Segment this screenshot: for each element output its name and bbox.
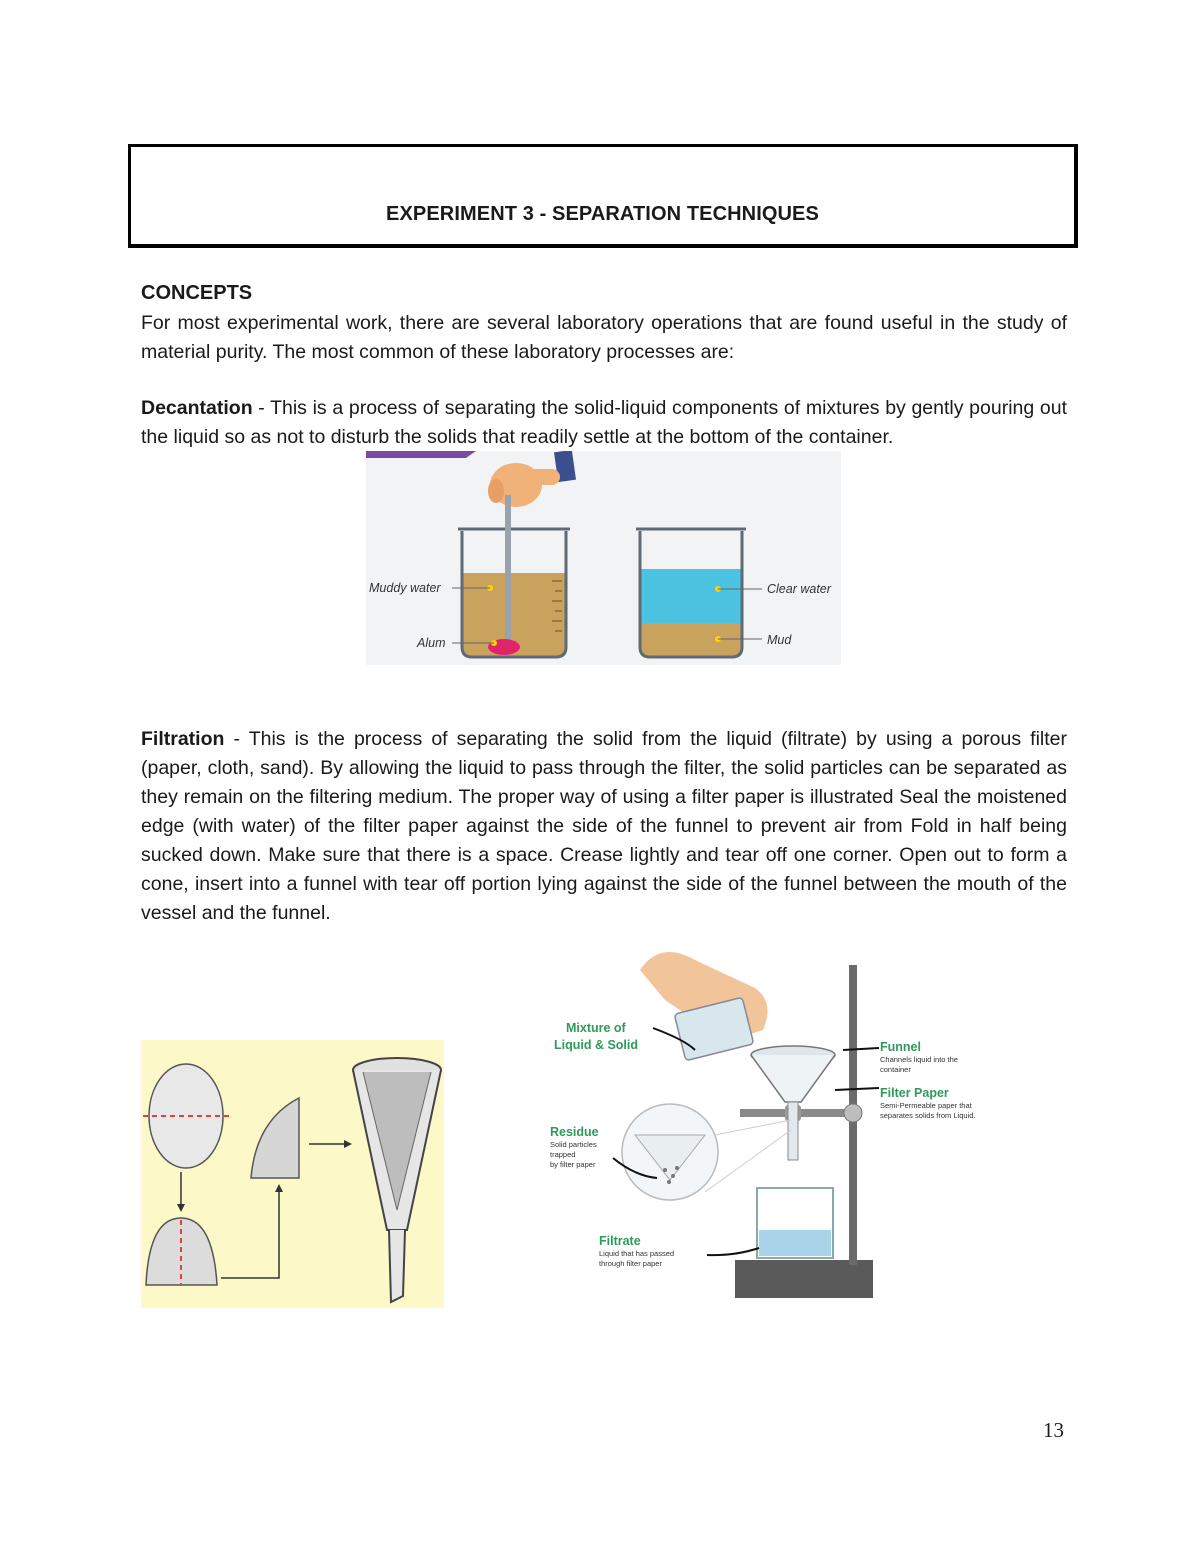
filtration-text: - This is the process of separating the solid from the liquid (filtrate) by using a porous filter (paper, cloth, sand). By allowing the liquid to pass through the filter, the solid particles can be separated as they remain on the filtering medium. The proper way of using a filter paper is illustrated Seal the moistened edge (with water) of the filter paper against the side of the funnel to prevent air from Fold in half being sucked down. Make sure that there is a space. Crease lightly and tear off one corner. Open out to form a cone, insert into a funnel with tear off portion lying against the side of the funnel between the mouth of the vessel and the funnel. [141, 728, 1067, 924]
mud-layer [640, 623, 742, 657]
label-residue-desc: Solid particles [550, 1140, 597, 1149]
label-alum: Alum [417, 636, 446, 650]
concepts-heading: CONCEPTS [141, 282, 253, 304]
label-filter-paper: Filter Paper [880, 1086, 949, 1100]
decantation-term: Decantation [141, 397, 253, 419]
label-muddy-water: Muddy water [369, 581, 441, 595]
concepts-intro: For most experimental work, there are several laboratory operations that are found useful in the study of material purity. The most common of these laboratory processes are: [141, 312, 1067, 363]
label-funnel-desc: Channels liquid into the [880, 1055, 958, 1064]
decantation-figure [366, 451, 841, 665]
label-funnel-desc-2: container [880, 1065, 911, 1074]
label-filtrate: Filtrate [599, 1234, 641, 1248]
page-number: 13 [1043, 1418, 1064, 1442]
filter-folding-figure [141, 1040, 444, 1308]
label-residue: Residue [550, 1125, 599, 1139]
filtration-term: Filtration [141, 728, 225, 750]
label-filtrate-desc-2: through filter paper [599, 1259, 662, 1268]
filtration-paragraph [141, 725, 1067, 928]
label-filtrate-desc: Liquid that has passed [599, 1249, 675, 1258]
label-mixture-2: Liquid & Solid [554, 1038, 639, 1052]
label-residue-desc-2: trapped [550, 1150, 576, 1159]
label-clear-water: Clear water [767, 582, 831, 596]
label-mixture: Mixture of [566, 1021, 626, 1035]
label-funnel: Funnel [880, 1040, 921, 1054]
page-title: EXPERIMENT 3 - SEPARATION TECHNIQUES [386, 203, 819, 225]
decantation-text: - This is a process of separating the solid-liquid components of mixtures by gently pouring out the liquid so as not to disturb the solids that readily settle at the bottom of the container. [141, 397, 1067, 448]
label-filter-paper-desc: Semi-Permeable paper that [880, 1101, 972, 1110]
filter-paper-circle [149, 1064, 223, 1168]
stand-base [735, 1260, 873, 1298]
title-box [128, 144, 1078, 248]
decantation-paragraph [141, 394, 1067, 452]
clear-water [640, 569, 742, 623]
label-residue-desc-3: by filter paper [550, 1160, 596, 1169]
filtration-apparatus-figure [545, 930, 1005, 1305]
label-mud: Mud [767, 633, 792, 647]
label-filter-paper-desc-2: separates solids from Liquid. [880, 1111, 976, 1120]
